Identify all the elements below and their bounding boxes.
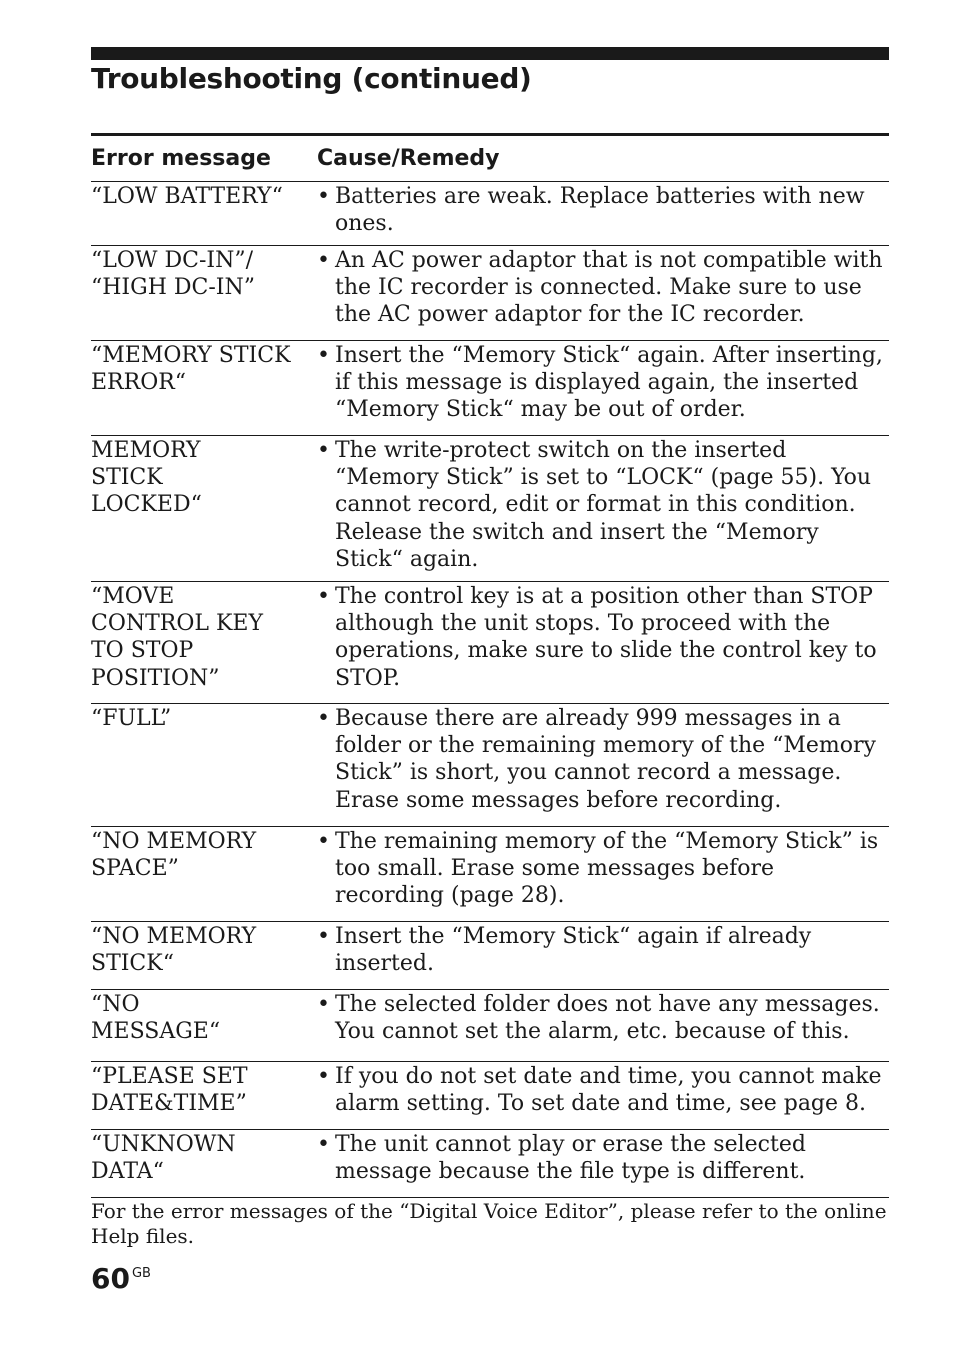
- remedy-text: If you do not set date and time, you cannot make alarm setting. To set date and time, see page 8.: [335, 1064, 882, 1117]
- remedy-text: An AC power adaptor that is not compatible with the IC recorder is connected. Make sure to use the AC power adaptor for the IC recorder.: [335, 248, 883, 328]
- remedy: [317, 704, 889, 826]
- table-row: [91, 827, 889, 922]
- table-row: [91, 704, 889, 827]
- remedy: [317, 341, 889, 435]
- remedy: [317, 436, 889, 581]
- table-row: [91, 182, 889, 246]
- remedy: [317, 922, 889, 989]
- header-rule: [91, 47, 889, 60]
- page-number-value: 60: [91, 1262, 130, 1295]
- remedy: [317, 990, 889, 1061]
- remedy-text: The write-protect switch on the inserted “Memory Stick” is set to “LOCK“ (page 55). You cannot record, edit or format in this condition. Release the switch and insert the “Memory Stick“ again.: [335, 438, 872, 572]
- remedy: [317, 182, 889, 245]
- table-row: [91, 341, 889, 436]
- footnote: For the error messages of the “Digital Voice Editor”, please refer to the online Help files.: [91, 1199, 887, 1248]
- table-row: [91, 990, 889, 1062]
- table-row: [91, 1130, 889, 1198]
- bullet: •: [317, 343, 330, 368]
- error-message: “FULL”: [91, 706, 172, 731]
- remedy-text: Batteries are weak. Replace batteries with new ones.: [335, 184, 865, 237]
- bullet: •: [317, 584, 330, 609]
- error-message: “PLEASE SET DATE&TIME”: [91, 1064, 248, 1117]
- page-title: Troubleshooting (continued): [91, 62, 532, 95]
- remedy-text: Because there are already 999 messages in a folder or the remaining memory of the “Memory Stick” is short, you cannot record a message. Erase some messages before recording.: [335, 706, 876, 813]
- table-row: [91, 246, 889, 341]
- bullet: •: [317, 924, 330, 949]
- error-message: “MEMORY STICK ERROR“: [91, 343, 291, 396]
- remedy: [317, 1130, 889, 1197]
- remedy-text: The control key is at a position other than STOP although the unit stops. To proceed with the operations, make sure to slide the control key to STOP.: [335, 584, 877, 691]
- bullet: •: [317, 1132, 330, 1157]
- table-row: [91, 922, 889, 990]
- table-row: [91, 436, 889, 582]
- error-message: “NO MESSAGE“: [91, 992, 221, 1045]
- bullet: •: [317, 184, 330, 209]
- error-message: “NO MEMORY SPACE”: [91, 829, 257, 882]
- table-row: [91, 1062, 889, 1130]
- header-cause-remedy: Cause/Remedy: [317, 146, 500, 171]
- bullet: •: [317, 829, 330, 854]
- remedy-text: The unit cannot play or erase the selected message because the file type is different.: [335, 1132, 806, 1185]
- bullet: •: [317, 1064, 330, 1089]
- remedy-text: Insert the “Memory Stick“ again if already inserted.: [335, 924, 812, 977]
- table-row: [91, 582, 889, 704]
- remedy-text: The remaining memory of the “Memory Stick” is too small. Erase some messages before recording (page 28).: [335, 829, 879, 909]
- remedy: [317, 246, 889, 340]
- remedy: [317, 1062, 889, 1129]
- remedy: [317, 827, 889, 921]
- table-header: [91, 136, 889, 182]
- error-message: “MOVE CONTROL KEY TO STOP POSITION”: [91, 584, 264, 691]
- bullet: •: [317, 706, 330, 731]
- error-message: “LOW BATTERY“: [91, 184, 283, 209]
- page-number: [91, 1262, 151, 1295]
- error-message: “NO MEMORY STICK“: [91, 924, 257, 977]
- error-message: MEMORY STICK LOCKED“: [91, 438, 202, 518]
- bullet: •: [317, 992, 330, 1017]
- remedy-text: Insert the “Memory Stick“ again. After inserting, if this message is displayed again, the inserted “Memory Stick“ may be out of order.: [335, 343, 883, 423]
- remedy: [317, 582, 889, 703]
- header-error-message: Error message: [91, 146, 271, 171]
- bullet: •: [317, 248, 330, 273]
- error-message: “LOW DC-IN”/ “HIGH DC-IN”: [91, 248, 255, 301]
- remedy-text: The selected folder does not have any messages. You cannot set the alarm, etc. because of this.: [335, 992, 880, 1045]
- error-message: “UNKNOWN DATA“: [91, 1132, 236, 1185]
- bullet: •: [317, 438, 330, 463]
- error-table: [91, 133, 889, 1198]
- page-number-suffix: GB: [131, 1266, 151, 1281]
